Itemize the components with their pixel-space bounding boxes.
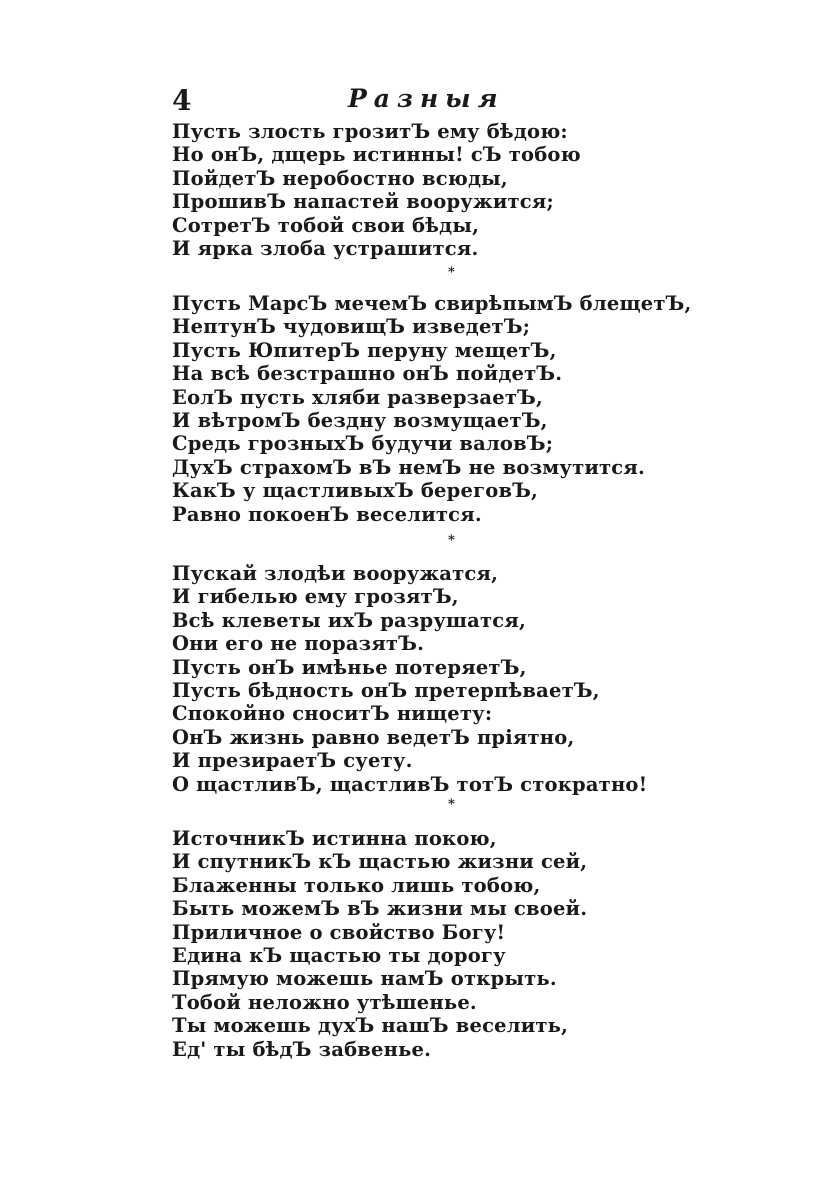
- poem-line: СотретЪ тобой свои бѣды,: [172, 213, 480, 237]
- poem-line: И вѣтромЪ бездну возмущаетЪ,: [172, 409, 548, 433]
- running-title: Разныя: [348, 84, 505, 113]
- poem-line: И гибелью ему грозятЪ,: [172, 585, 459, 609]
- poem-line: Пусть злость грозитЪ ему бѣдою:: [172, 120, 568, 143]
- poem-line: Едина кЪ щастью ты дорогу: [172, 944, 506, 968]
- poem-line: На всѣ безстрашно онЪ пойдетЪ.: [172, 362, 563, 386]
- poem-line: Тобой неложно утѣшенье.: [172, 990, 477, 1014]
- poem-line: Равно покоенЪ веселится.: [172, 502, 482, 526]
- poem-line: ПрошивЪ напастей вооружится;: [172, 190, 554, 214]
- poem-line: Пусть бѣдность онЪ претерпѣваетЪ,: [172, 679, 600, 703]
- poem-line: Пусть МарсЪ мечемЪ свирѣпымЪ блещетЪ,: [172, 292, 692, 315]
- poem-line: О щастливЪ, щастливЪ тотЪ стократно!: [172, 772, 648, 796]
- poem-line: Ты можешь духЪ нашЪ веселить,: [172, 1014, 569, 1038]
- poem-line: И ярка злоба устрашится.: [172, 237, 479, 261]
- poem-line: Пускай злодѣи вооружатся,: [172, 562, 499, 585]
- poem-line: Спокойно сноситЪ нищету:: [172, 702, 493, 726]
- poem-line: И спутникЪ кЪ щастью жизни сей,: [172, 850, 588, 874]
- poem-line: ЕолЪ пусть хляби разверзаетЪ,: [172, 385, 543, 409]
- poem-line: И презираетЪ суету.: [172, 749, 413, 773]
- page-number: 4: [172, 84, 192, 117]
- poem-line: Блаженны только лишь тобою,: [172, 873, 541, 897]
- poem-line: КакЪ у щастливыхЪ береговЪ,: [172, 479, 539, 503]
- poem-line: Быть можемЪ вЪ жизни мы своей.: [172, 897, 588, 921]
- poem-line: Средь грозныхЪ будучи валовЪ;: [172, 432, 554, 456]
- stanza-2: [172, 292, 691, 526]
- poem-line: ПойдетЪ неробостно всюды,: [172, 166, 508, 190]
- poem-line: НептунЪ чудовищЪ изведетЪ;: [172, 315, 531, 339]
- poem-line: Ед' ты бѣдЪ забвенье.: [172, 1037, 432, 1061]
- stanza-separator-asterisk: *: [448, 533, 455, 548]
- poem-line: Приличное о свойство Богу!: [172, 920, 506, 944]
- poem-line: Но онЪ, дщерь истинны! сЪ тобою: [172, 143, 581, 167]
- poem-line: Пусть онЪ имѣнье потеряетЪ,: [172, 655, 527, 679]
- stanza-separator-asterisk: *: [448, 265, 455, 280]
- poem-line: Прямую можешь намЪ открыть.: [172, 967, 557, 991]
- poem-line: Они его не поразятЪ.: [172, 632, 425, 656]
- poem-line: Всѣ клеветы ихЪ разрушатся,: [172, 608, 526, 632]
- poem-line: ИсточникЪ истинна покою,: [172, 827, 497, 850]
- poem-line: ОнЪ жизнь равно ведетЪ пріятно,: [172, 725, 575, 749]
- poem-line: Пусть ЮпитерЪ перуну мещетЪ,: [172, 338, 557, 362]
- stanza-3: [172, 562, 647, 796]
- stanza-4: [172, 827, 587, 1061]
- stanza-separator-asterisk: *: [448, 797, 455, 812]
- page-header: [172, 84, 692, 118]
- stanza-1: [172, 120, 581, 260]
- poem-line: ДухЪ страхомЪ вЪ немЪ не возмутится.: [172, 455, 645, 479]
